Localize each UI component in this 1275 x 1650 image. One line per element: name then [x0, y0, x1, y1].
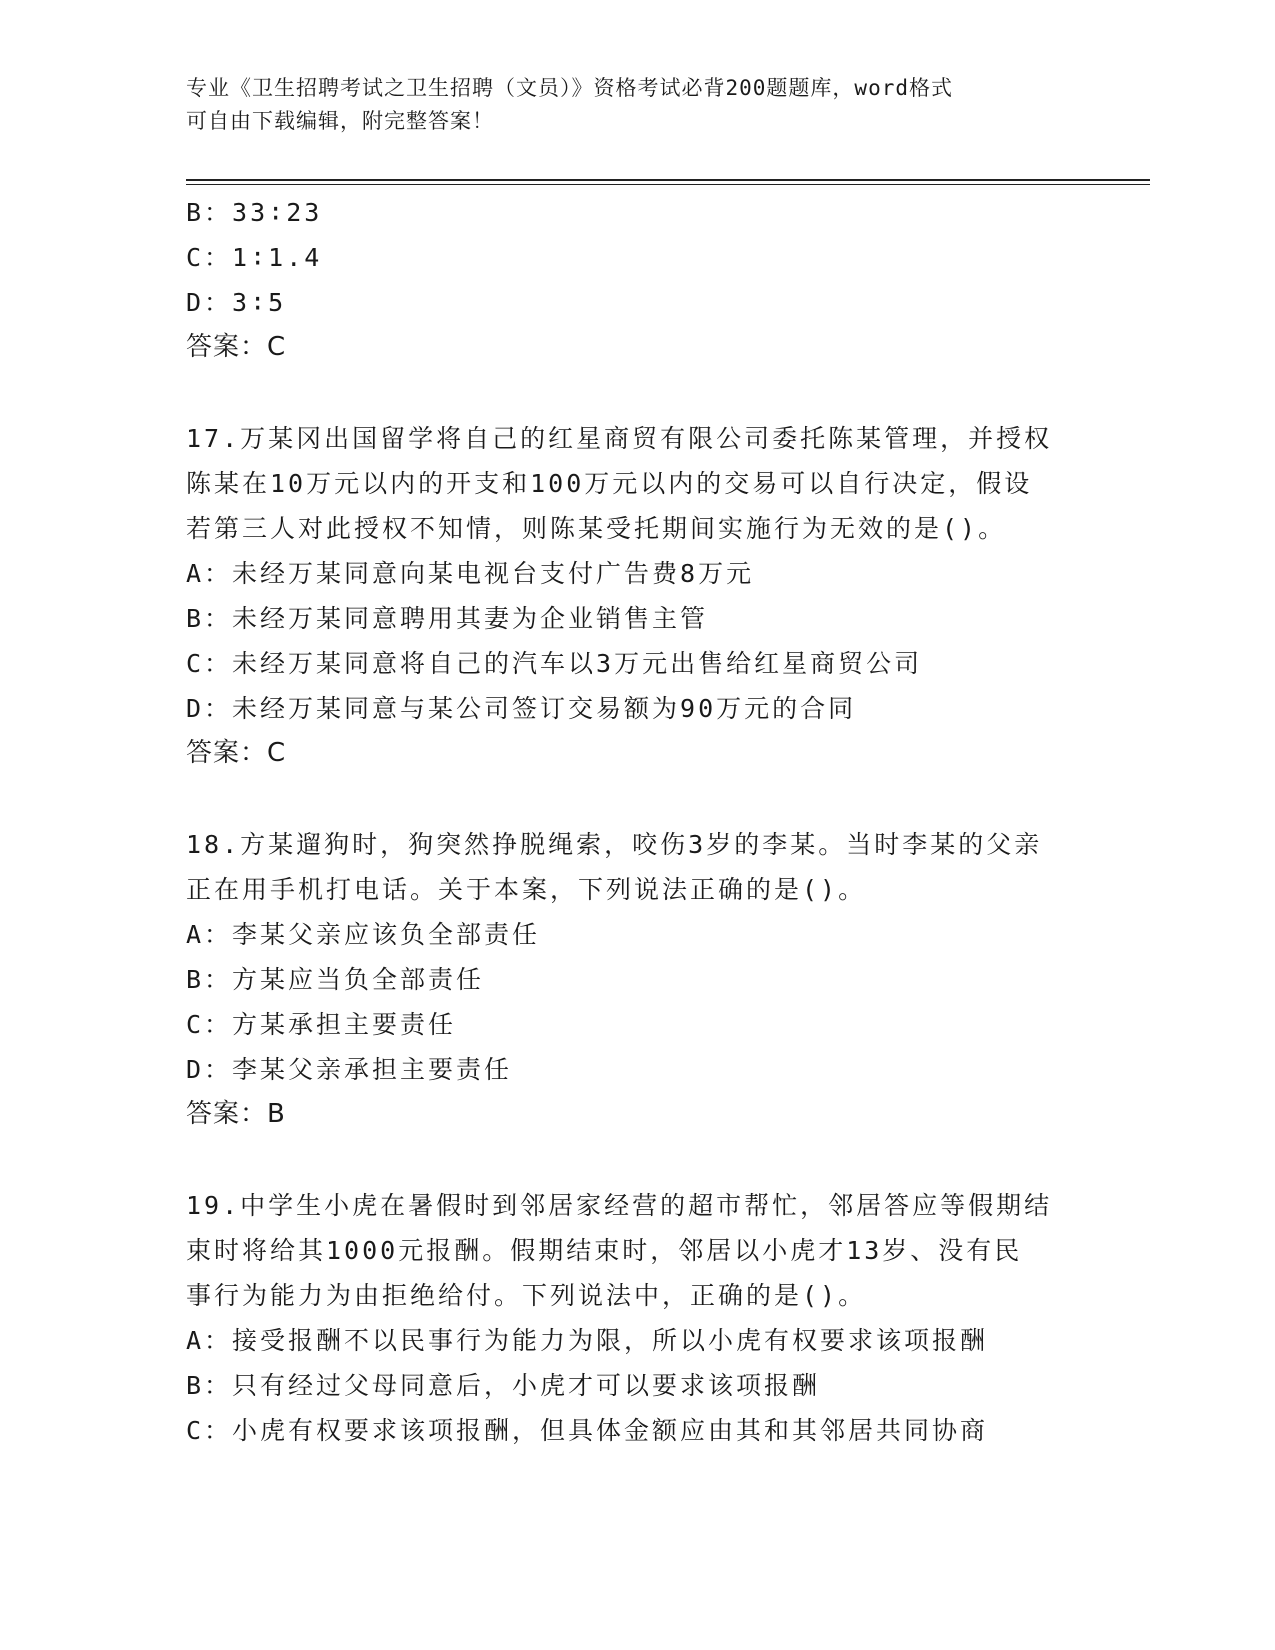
option-b: B：未经万某同意聘用其妻为企业销售主管 — [186, 604, 709, 633]
option-c: C：小虎有权要求该项报酬，但具体金额应由其和其邻居共同协商 — [186, 1416, 989, 1445]
question-17 — [186, 416, 1066, 776]
question-16-tail — [186, 190, 1066, 370]
answer-line: 答案：B — [186, 1099, 286, 1129]
option-c: C：1∶1.4 — [186, 243, 323, 272]
question-19 — [186, 1183, 1066, 1453]
question-stem-line: 18.方某遛狗时，狗突然挣脱绳索，咬伤3岁的李某。当时李某的父亲 — [186, 830, 1043, 859]
option-d: D：3∶5 — [186, 288, 287, 317]
question-stem-line: 正在用手机打电话。关于本案，下列说法正确的是()。 — [186, 875, 867, 904]
header-title-line-2: 可自由下载编辑，附完整答案！ — [186, 109, 494, 133]
option-d: D：李某父亲承担主要责任 — [186, 1055, 513, 1084]
question-stem-line: 17.万某冈出国留学将自己的红星商贸有限公司委托陈某管理，并授权 — [186, 424, 1053, 453]
option-d: D：未经万某同意与某公司签订交易额为90万元的合同 — [186, 694, 857, 723]
header-divider-thin — [186, 184, 1150, 185]
answer-line: 答案：C — [186, 332, 287, 362]
question-stem-line: 陈某在10万元以内的开支和100万元以内的交易可以自行决定，假设 — [186, 469, 1033, 498]
option-c: C：未经万某同意将自己的汽车以3万元出售给红星商贸公司 — [186, 649, 923, 678]
header-title-line-1: 专业《卫生招聘考试之卫生招聘（文员）》资格考试必背200题题库，word格式 — [186, 76, 953, 100]
document-body — [186, 190, 1066, 1453]
option-b: B：方某应当负全部责任 — [186, 965, 485, 994]
header-divider-thick — [186, 179, 1150, 181]
option-a: A：未经万某同意向某电视台支付广告费8万元 — [186, 559, 755, 588]
question-18 — [186, 822, 1066, 1137]
option-b: B：33∶23 — [186, 198, 323, 227]
document-header — [186, 72, 1066, 138]
question-stem-line: 束时将给其1000元报酬。假期结束时，邻居以小虎才13岁、没有民 — [186, 1236, 1023, 1265]
question-stem-line: 若第三人对此授权不知情，则陈某受托期间实施行为无效的是()。 — [186, 514, 1007, 543]
answer-line: 答案：C — [186, 738, 287, 768]
question-stem-line: 事行为能力为由拒绝给付。下列说法中，正确的是()。 — [186, 1281, 867, 1310]
option-a: A：接受报酬不以民事行为能力为限，所以小虎有权要求该项报酬 — [186, 1326, 989, 1355]
option-c: C：方某承担主要责任 — [186, 1010, 457, 1039]
option-b: B：只有经过父母同意后，小虎才可以要求该项报酬 — [186, 1371, 821, 1400]
question-stem-line: 19.中学生小虎在暑假时到邻居家经营的超市帮忙，邻居答应等假期结 — [186, 1191, 1053, 1220]
option-a: A：李某父亲应该负全部责任 — [186, 920, 541, 949]
